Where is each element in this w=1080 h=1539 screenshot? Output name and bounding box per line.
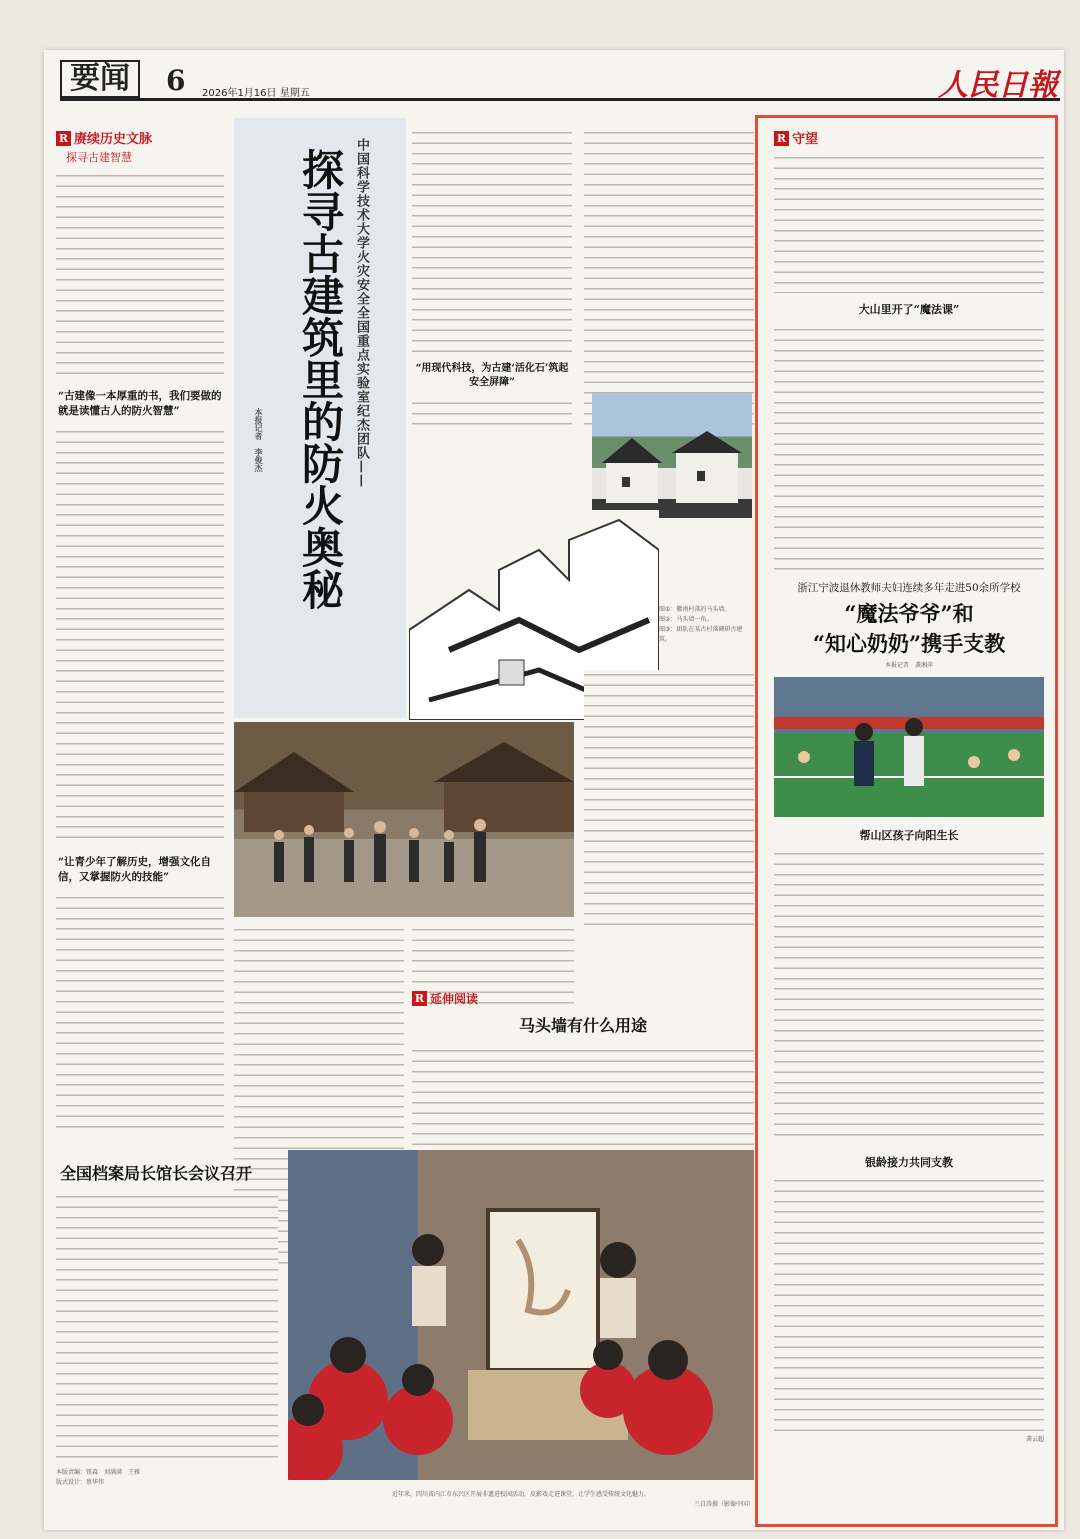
extended-reading [412,940,754,1166]
archives-body-text [56,1192,278,1462]
photo-shadow-puppet-class [288,1150,754,1480]
right-author: 龚云超 [1025,1436,1044,1443]
right-subhead: 帮山区孩子向阳生长 [859,829,959,842]
right-byline: 本报记者 龚湘萍 [884,662,933,669]
body-text-block [56,171,224,381]
column-subhead: “让青少年了解历史，增强文化自信，又掌握防火的技能” [58,856,212,883]
feature-subhead: “用现代科技，为古建‘活化石’筑起安全屏障” [412,358,572,394]
shadow-puppet-illustration [288,1150,754,1480]
caption-3: 图③：团队在某古村落调研古建筑。 [659,626,743,643]
archives-news [56,1155,278,1488]
page-editor: 本版责编：钮森 刘满满 王雅 [56,1469,141,1476]
photo-caption-block [288,1490,754,1510]
feature-body-text [584,128,754,428]
newspaper-logo: 人民日報 [938,68,1058,103]
reading-body-text [412,1046,754,1166]
right-tag: R 守望 [774,128,818,147]
caption-1: 图①：徽南村落的马头墙。 [659,606,731,613]
reading-tag: R 延伸阅读 [412,990,478,1007]
photo-caption: 近年来，四川省内江市东兴区开展非遗进校园活动，皮影戏走进课堂，让学生感受传统文化魅力。 [391,1491,650,1498]
feature-subhead-block [412,358,572,394]
right-subhead: 大山里开了“魔法课” [858,303,960,316]
page-designer: 版式设计：蔡华伟 [56,1479,105,1486]
village-illustration [592,393,752,518]
column-tag: R 赓续历史文脉 [56,128,152,147]
right-kicker: 浙江宁波退休教师夫妇连续多年走进50余所学校 [797,582,1021,594]
right-title-line2: “知心奶奶”携手支教 [812,631,1006,656]
highlight-frame [755,115,1058,1527]
body-text-block [56,427,224,847]
right-subhead: 银龄接力共同支教 [865,1156,953,1169]
archives-headline: 全国档案局长馆长会议召开 [60,1164,253,1183]
page-header [60,58,1060,101]
reading-title: 马头墙有什么用途 [518,1016,647,1035]
photo-captions [659,605,754,645]
feature-title: 探寻古建筑里的防火奥秘 [296,148,345,610]
issue-date: 2026年1月16日 星期五 [202,88,310,99]
body-text-block [56,893,224,1133]
feature-kicker: 中国科学技术大学火灾安全全国重点实验室纪杰团队—— [354,138,369,488]
feature-byline: 本报记者 李俊杰 [254,408,264,472]
history-column [56,128,224,1133]
column-subhead: “古建像一本厚重的书，我们要做的就是读懂古人的防火智慧” [58,390,222,417]
feature-title-panel [234,118,406,718]
photo-research-team [234,722,574,917]
right-title-line1: “魔法爷爷”和 [844,601,974,626]
team-photo-illustration [234,722,574,917]
caption-2: 图②：马头墙一角。 [659,616,713,623]
section-name: 要闻 [60,60,140,98]
photo-ancient-village [592,393,752,518]
page-number: 6 [166,64,186,97]
photo-credit: 兰自涛摄（影像中国） [693,1501,754,1508]
feature-body-text [584,670,754,928]
column-subtitle: 探寻古建智慧 [66,151,132,164]
